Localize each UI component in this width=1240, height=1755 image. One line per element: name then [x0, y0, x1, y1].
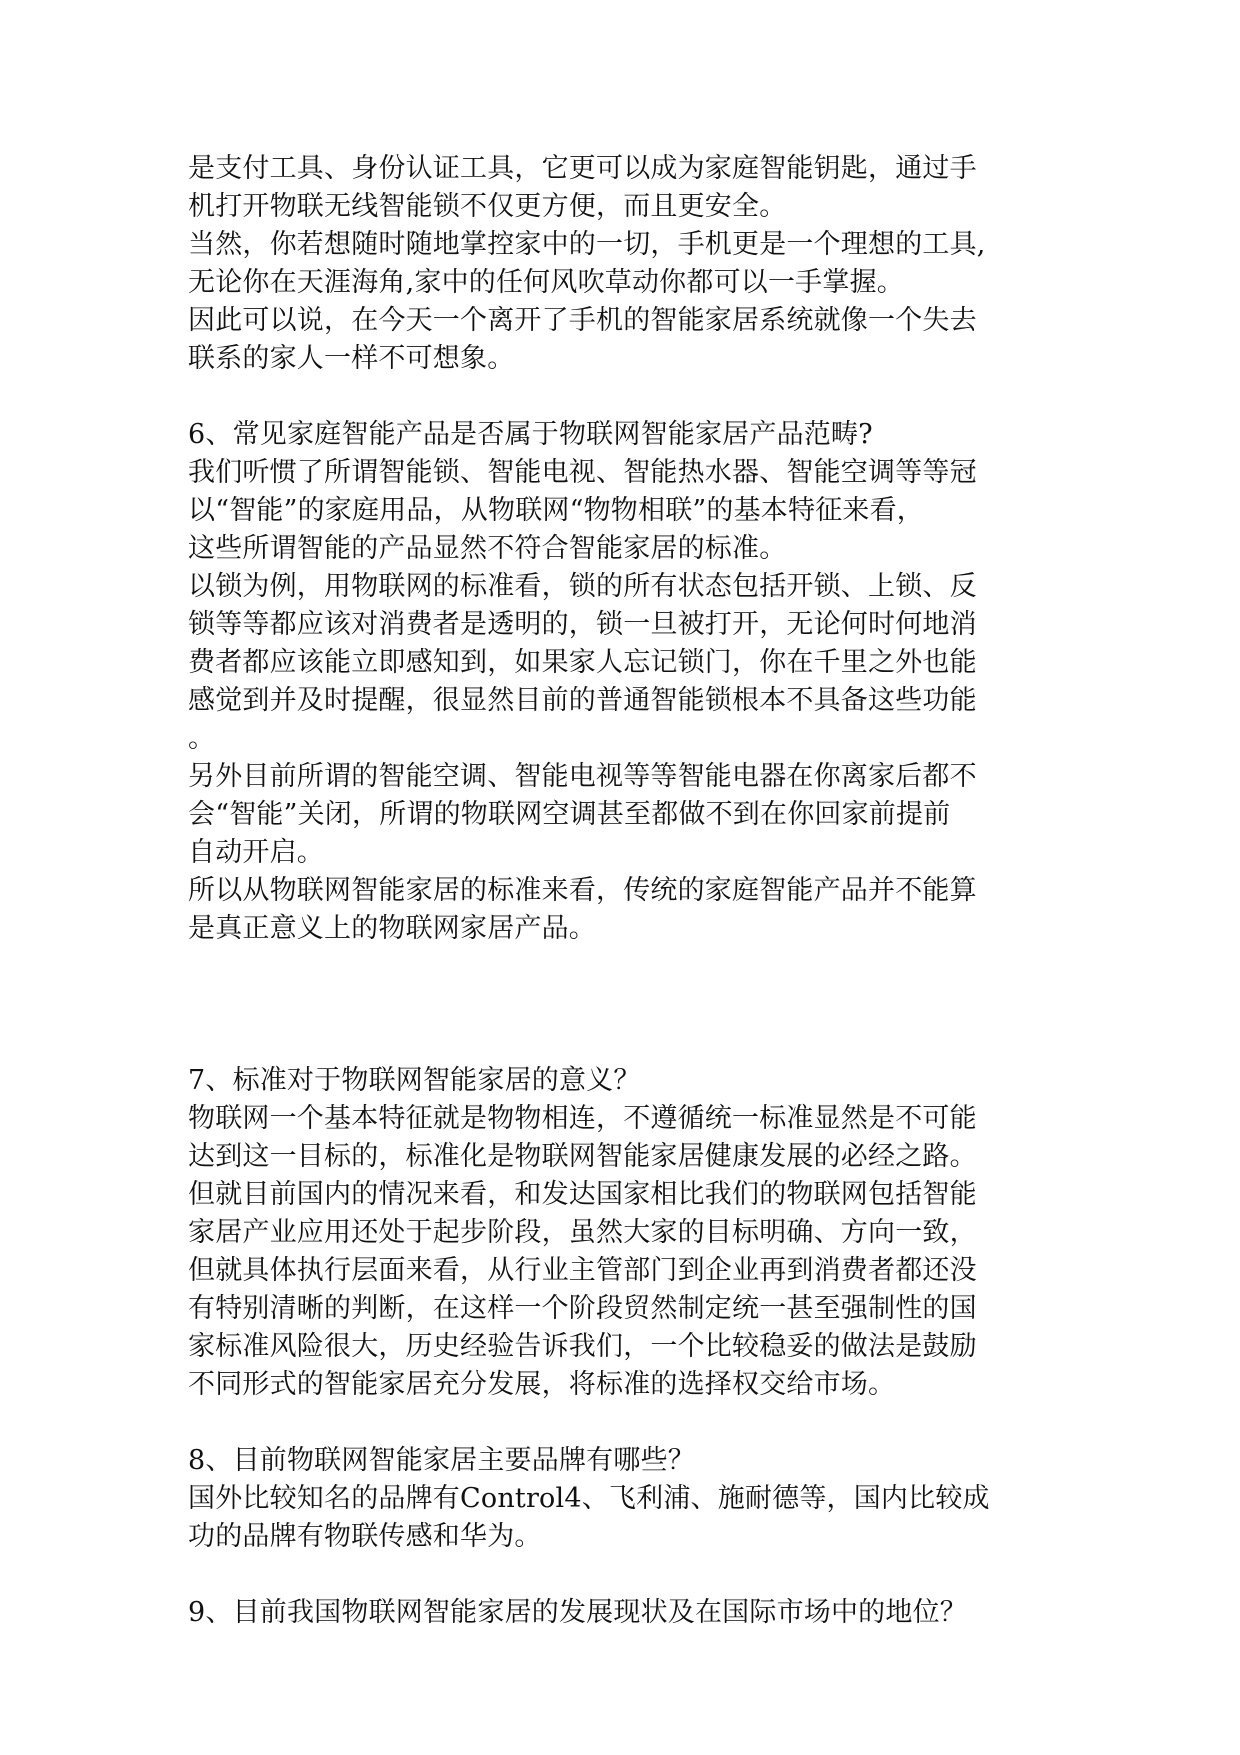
- paragraph-spacer: [188, 378, 1068, 416]
- text-line: 物联网一个基本特征就是物物相连，不遵循统一标准显然是不可能: [188, 1103, 977, 1134]
- text-line: 但就目前国内的情况来看，和发达国家相比我们的物联网包括智能: [188, 1179, 977, 1210]
- text-line: 因此可以说，在今天一个离开了手机的智能家居系统就像一个失去: [188, 305, 977, 336]
- section-9: [188, 1594, 1068, 1632]
- document-body: [188, 150, 1068, 1632]
- text-line: 联系的家人一样不可想象。: [188, 343, 515, 374]
- section-heading: 9、目前我国物联网智能家居的发展现状及在国际市场中的地位？: [188, 1597, 967, 1628]
- section-7: [188, 1062, 1068, 1404]
- text-line: 是支付工具、身份认证工具，它更可以成为家庭智能钥匙，通过手: [188, 153, 977, 184]
- text-line: 我们听惯了所谓智能锁、智能电视、智能热水器、智能空调等等冠: [188, 457, 977, 488]
- text-line: 以锁为例，用物联网的标准看，锁的所有状态包括开锁、上锁、反: [188, 571, 977, 602]
- text-line: 不同形式的智能家居充分发展，将标准的选择权交给市场。: [188, 1369, 896, 1400]
- text-line: 以“智能”的家庭用品，从物联网“物物相联”的基本特征来看，: [188, 495, 925, 526]
- text-line: 家标准风险很大，历史经验告诉我们，一个比较稳妥的做法是鼓励: [188, 1331, 977, 1362]
- text-line: 。: [188, 723, 216, 754]
- text-line: 自动开启。: [188, 837, 324, 868]
- text-line: 国外比较知名的品牌有Control4、飞利浦、施耐德等，国内比较成: [188, 1483, 990, 1514]
- text-line: 感觉到并及时提醒，很显然目前的普通智能锁根本不具备这些功能: [188, 685, 977, 716]
- section-6: [188, 416, 1068, 948]
- text-line: 费者都应该能立即感知到，如果家人忘记锁门，你在千里之外也能: [188, 647, 977, 678]
- text-line: 锁等等都应该对消费者是透明的，锁一旦被打开，无论何时何地消: [188, 609, 977, 640]
- text-line: 达到这一目标的，标准化是物联网智能家居健康发展的必经之路。: [188, 1141, 977, 1172]
- paragraph-spacer: [188, 948, 1068, 1062]
- paragraph-spacer: [188, 1404, 1068, 1442]
- text-line: 所以从物联网智能家居的标准来看，传统的家庭智能产品并不能算: [188, 875, 977, 906]
- text-line: 功的品牌有物联传感和华为。: [188, 1521, 542, 1552]
- text-line: 当然，你若想随时随地掌控家中的一切，手机更是一个理想的工具,: [188, 229, 986, 260]
- text-line: 另外目前所谓的智能空调、智能电视等等智能电器在你离家后都不: [188, 761, 977, 792]
- text-line: 这些所谓智能的产品显然不符合智能家居的标准。: [188, 533, 787, 564]
- paragraph-spacer: [188, 1556, 1068, 1594]
- intro-paragraphs: [188, 150, 1068, 378]
- text-line: 但就具体执行层面来看，从行业主管部门到企业再到消费者都还没: [188, 1255, 977, 1286]
- text-line: 无论你在天涯海角,家中的任何风吹草动你都可以一手掌握。: [188, 267, 904, 298]
- text-line: 机打开物联无线智能锁不仅更方便，而且更安全。: [188, 191, 787, 222]
- text-line: 有特别清晰的判断，在这样一个阶段贸然制定统一甚至强制性的国: [188, 1293, 977, 1324]
- section-heading: 7、标准对于物联网智能家居的意义？: [188, 1065, 641, 1096]
- section-heading: 8、目前物联网智能家居主要品牌有哪些？: [188, 1445, 695, 1476]
- text-line: 会“智能”关闭，所谓的物联网空调甚至都做不到在你回家前提前: [188, 799, 951, 830]
- section-8: [188, 1442, 1068, 1556]
- section-heading: 6、常见家庭智能产品是否属于物联网智能家居产品范畴?: [188, 419, 873, 450]
- text-line: 家居产业应用还处于起步阶段，虽然大家的目标明确、方向一致，: [188, 1217, 977, 1248]
- text-line: 是真正意义上的物联网家居产品。: [188, 913, 596, 944]
